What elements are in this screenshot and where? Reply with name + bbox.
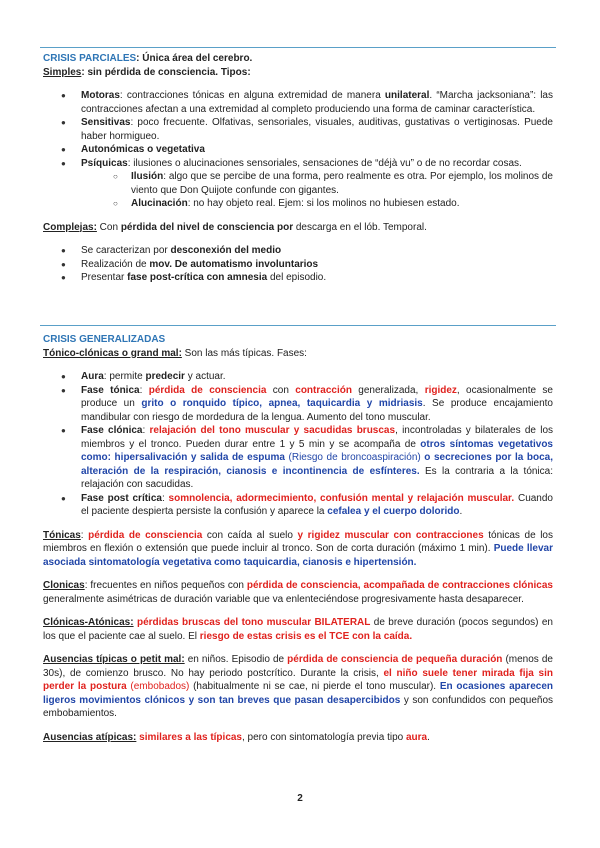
section-divider-middle	[40, 325, 556, 326]
sub-item-ilusion: ○ Ilusión: algo que se percibe de una forma, pero realmente es otra. Por ejemplo, los molinos de viento que Don Quijote confunde con gigantes.	[43, 170, 553, 197]
ausencias-atipicas-paragraph: Ausencias atípicas: similares a las típicas, pero con sintomatología previa tipo aura.	[43, 731, 430, 743]
list-item-sensitivas: ● Sensitivas: poco frecuente. Olfativas, sensoriales, visuales, auditivas, gustativas o vertiginosas. Puede haber hormigueo.	[43, 116, 553, 143]
list-item-autonomicas: ● Autonómicas o vegetativa	[43, 143, 553, 157]
list-item-fase-tonica: ● Fase tónica: pérdida de consciencia con contracción generalizada, rigidez, ocasionalmente se produce un grito o ronquido típico, apnea, taquicardia y midriasis. Se produce encajamiento mandibular con riesgo de mordedura de la lengua. Aumento del tono muscular.	[43, 384, 553, 425]
crisis-generalizadas-section	[43, 333, 553, 744]
sub-item-alucinacion: ○ Alucinación: no hay objeto real. Ejem: si los molinos no hubiesen estado.	[43, 197, 553, 211]
list-item-motoras: ● Motoras: contracciones tónicas en alguna extremidad de manera unilateral. “Marcha jacksoniana”: las contracciones afectan a una extremidad al completo produciendo una forma de caminar característica.	[43, 89, 553, 116]
list-item-psiquicas: ● Psíquicas: ilusiones o alucinaciones sensoriales, sensaciones de “déjà vu” o de no recordar cosas.	[43, 157, 553, 171]
tonico-clonicas-heading: Tónico-clónicas o grand mal: Son las más típicas. Fases:	[43, 347, 307, 359]
clonicas-atonicas-paragraph: Clónicas-Atónicas: pérdidas bruscas del tono muscular BILATERAL de breve duración (pocos segundos) en los que el paciente cae al suelo. El riesgo de estas crisis es el TCE con la caída.	[43, 617, 553, 642]
list-item-aura: ● Aura: permite predecir y actuar.	[43, 370, 553, 384]
crisis-parciales-section	[43, 52, 553, 285]
complejas-heading: Complejas: Con pérdida del nivel de consciencia por descarga en el lób. Temporal.	[43, 221, 427, 233]
generalizadas-heading: CRISIS GENERALIZADAS	[43, 334, 166, 345]
list-item-fase-post-critica: ● Fase post crítica: somnolencia, adormecimiento, confusión mental y relajación muscular. Cuando el paciente despierta persiste la confusión y aparece la cefalea y el cuerpo dolorido.	[43, 492, 553, 519]
simples-heading: Simples: sin pérdida de consciencia. Tipos:	[43, 66, 251, 78]
section-divider-top	[40, 47, 556, 48]
clonicas-paragraph: Clonicas: frecuentes en niños pequeños con pérdida de consciencia, acompañada de contracciones clónicas generalmente asimétricas de duración variable que va enlenteciéndose progresivamente hasta desaparecer.	[43, 580, 553, 605]
ausencias-tipicas-paragraph: Ausencias típicas o petit mal: en niños. Episodio de pérdida de consciencia de pequeña duración (menos de 30s), de comienzo brusco. No hay periodo postcrítico. Durante la crisis, el niño suele tener mirada fija sin perder la postura (embobados) (habitualmente ni se cae, ni pierde el tono muscular). En ocasiones aparecen ligeros movimientos clónicos y son tan breves que pasan desapercibidos y son confundidos con pequeños embobamientos.	[43, 654, 554, 719]
parciales-heading: CRISIS PARCIALES: Única área del cerebro.	[43, 53, 253, 64]
list-item-fase-clonica: ● Fase clónica: relajación del tono muscular y sacudidas bruscas, incontroladas y bilaterales de los miembros y el tronco. Pueden durar entre 1 y 5 min y se acompaña de otros síntomas vegetativos como: hipersalivación y salida de espuma (Riesgo de broncoaspiración) o secreciones por la boca, alteración de la respiración, cianosis e incontinencia de esfínteres. Es la contraria a la tónica: relajación con sacudidas.	[43, 424, 553, 492]
list-item-desconexion: ● Se caracterizan por desconexión del medio	[43, 244, 553, 258]
tonicas-paragraph: Tónicas: pérdida de consciencia con caída al suelo y rigidez muscular con contracciones tónicas de los miembros en flexión o extensión que puede incluir al tronco. Son de corta duración (máximo 1 min). Puede llevar asociada sintomatología vegetativa como taquicardia, cianosis e hipertensión.	[43, 529, 553, 568]
list-item-postcritica: ● Presentar fase post-crítica con amnesia del episodio.	[43, 271, 553, 285]
list-item-automatismo: ● Realización de mov. De automatismo involuntarios	[43, 258, 553, 272]
page-number: 2	[297, 793, 303, 804]
